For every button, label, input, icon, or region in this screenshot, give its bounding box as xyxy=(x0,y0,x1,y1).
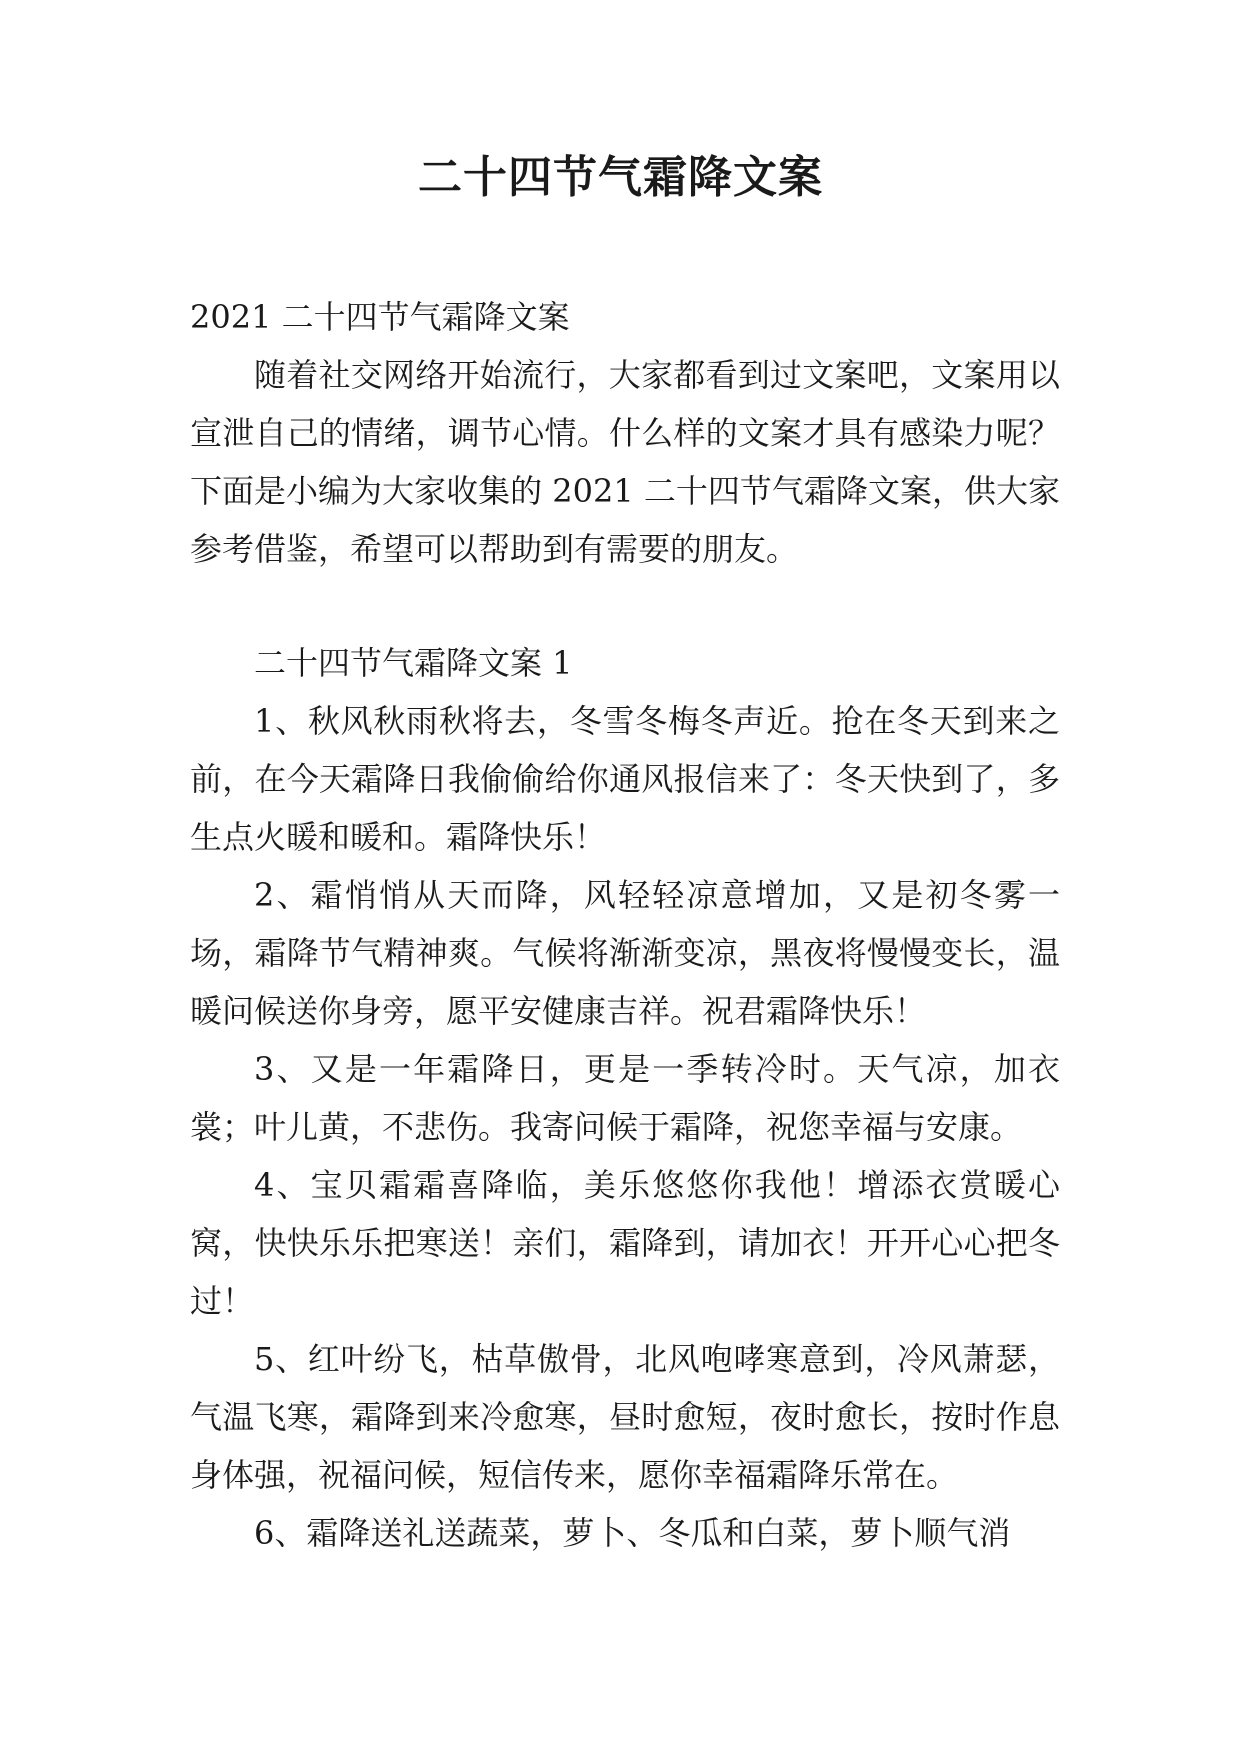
document-body xyxy=(190,288,1060,1562)
list-item: 3、又是一年霜降日，更是一季转冷时。天气凉，加衣裳；叶儿黄，不悲伤。我寄问候于霜降，祝您幸福与安康。 xyxy=(190,1050,1060,1146)
document-title: 二十四节气霜降文案 xyxy=(418,152,823,203)
list-item: 2、霜悄悄从天而降，风轻轻凉意增加，又是初冬雾一场，霜降节气精神爽。气候将渐渐变凉，黑夜将慢慢变长，温暖问候送你身旁，愿平安健康吉祥。祝君霜降快乐！ xyxy=(190,876,1060,1030)
list-item: 4、宝贝霜霜喜降临，美乐悠悠你我他！增添衣赏暖心窝，快快乐乐把寒送！亲们，霜降到，请加衣！开开心心把冬过！ xyxy=(190,1166,1060,1320)
intro-paragraph: 随着社交网络开始流行，大家都看到过文案吧，文案用以宣泄自己的情绪，调节心情。什么样的文案才具有感染力呢？下面是小编为大家收集的 2021 二十四节气霜降文案，供大家参考借鉴，希望可以帮助到有需要的朋友。 xyxy=(190,356,1060,568)
list-item: 6、霜降送礼送蔬菜，萝卜、冬瓜和白菜，萝卜顺气消 xyxy=(254,1514,1011,1552)
list-item: 5、红叶纷飞，枯草傲骨，北风咆哮寒意到，冷风萧瑟，气温飞寒，霜降到来冷愈寒，昼时愈短，夜时愈长，按时作息身体强，祝福问候，短信传来，愿你幸福霜降乐常在。 xyxy=(190,1340,1060,1494)
list-item: 1、秋风秋雨秋将去，冬雪冬梅冬声近。抢在冬天到来之前，在今天霜降日我偷偷给你通风报信来了：冬天快到了，多生点火暖和暖和。霜降快乐！ xyxy=(190,702,1060,856)
document-subtitle: 2021 二十四节气霜降文案 xyxy=(190,298,570,336)
paragraph-spacer xyxy=(190,578,1060,634)
section-heading: 二十四节气霜降文案 1 xyxy=(254,644,573,682)
